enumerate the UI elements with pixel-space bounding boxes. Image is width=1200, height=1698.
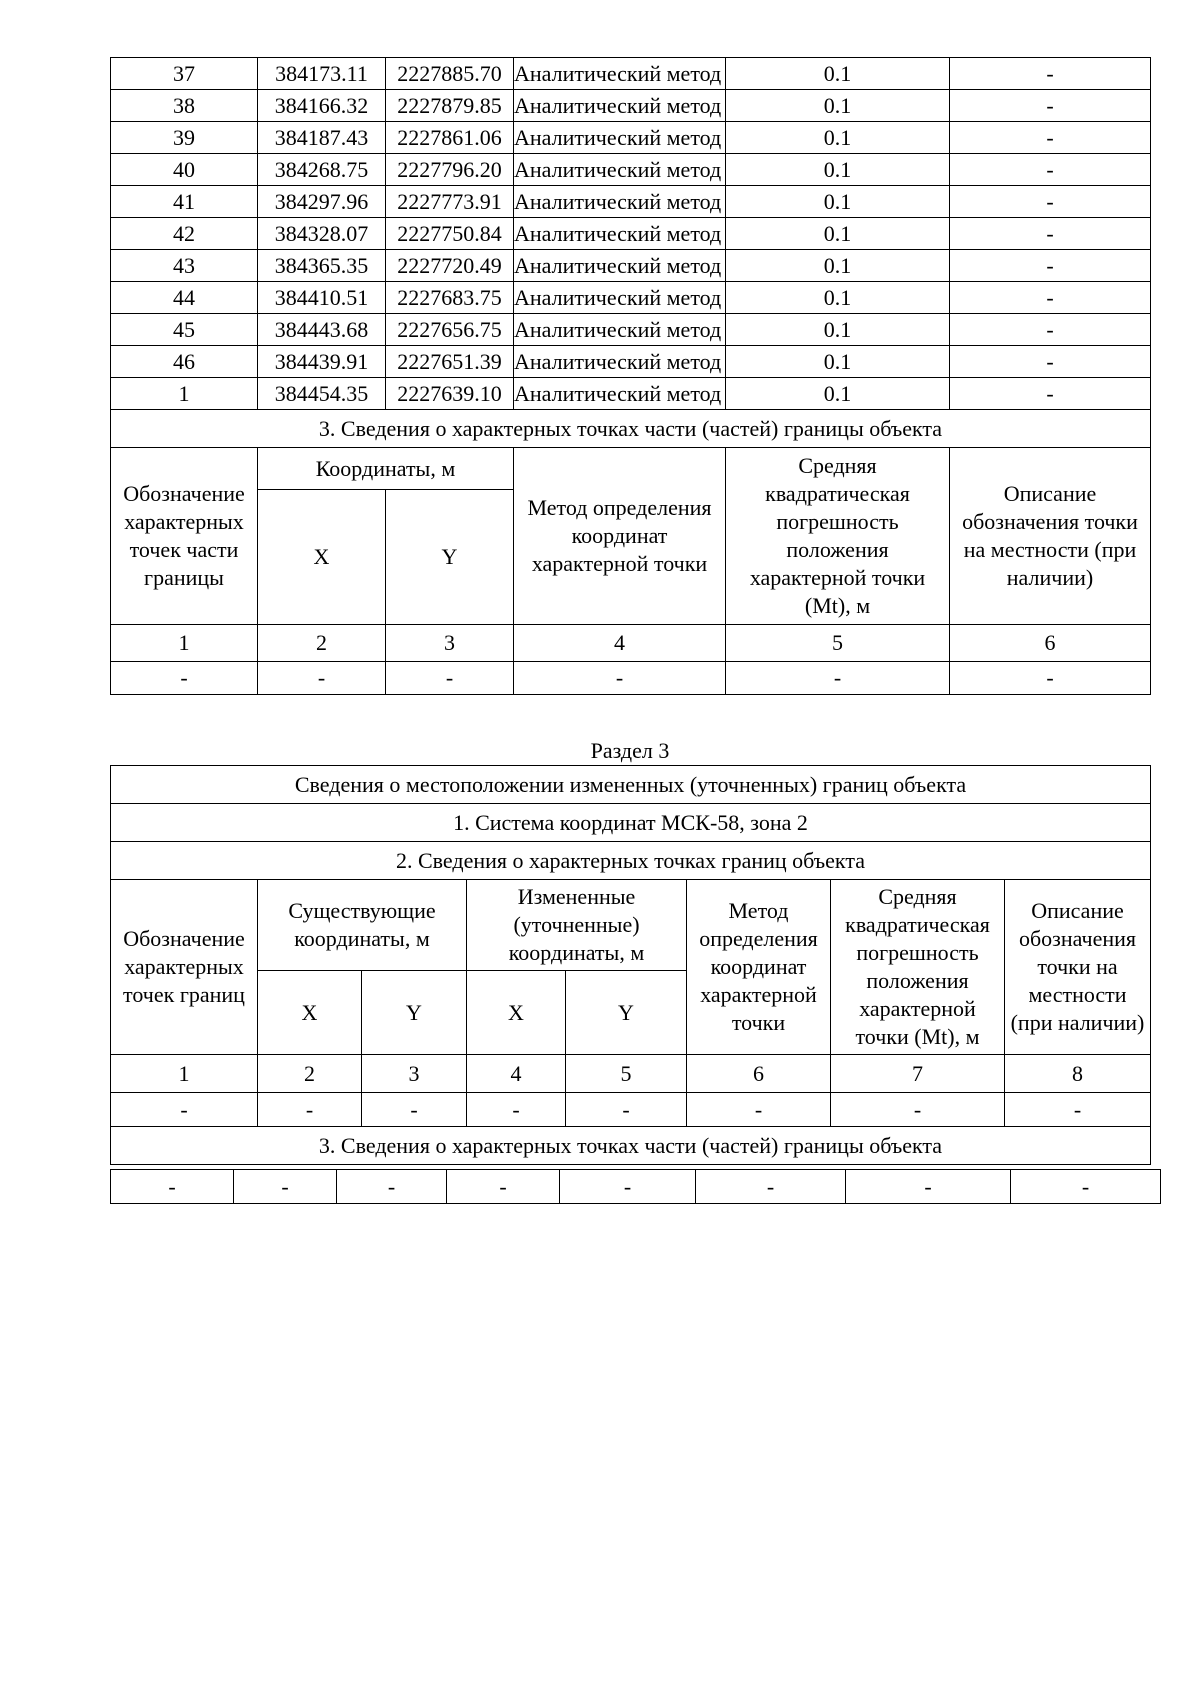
table-row — [111, 282, 1151, 314]
table-row — [111, 250, 1151, 282]
empty-cell: - — [687, 1093, 831, 1127]
coord-x: 384328.07 — [258, 218, 386, 250]
empty-cell: - — [514, 662, 726, 695]
point-number: 43 — [111, 250, 258, 282]
column-number: 3 — [386, 625, 514, 662]
description: - — [950, 154, 1151, 186]
empty-cell: - — [560, 1170, 696, 1204]
column-number: 5 — [726, 625, 950, 662]
empty-cell: - — [362, 1093, 467, 1127]
description: - — [950, 282, 1151, 314]
point-number: 45 — [111, 314, 258, 346]
coordinate-system: 1. Система координат МСК-58, зона 2 — [111, 804, 1151, 842]
point-number: 44 — [111, 282, 258, 314]
coord-y: 2227683.75 — [386, 282, 514, 314]
column-number-row — [111, 625, 1151, 662]
table-row — [111, 314, 1151, 346]
coord-x: 384268.75 — [258, 154, 386, 186]
part-section-title: 3. Сведения о характерных точках части (частей) границы объекта — [111, 1127, 1151, 1165]
header-coordinates: Координаты, м — [258, 448, 514, 490]
header-description: Описание обозначения точки на местности (при наличии) — [1005, 880, 1151, 1055]
description: - — [950, 250, 1151, 282]
method: Аналитический метод — [514, 58, 726, 90]
empty-cell: - — [234, 1170, 337, 1204]
coord-x: 384454.35 — [258, 378, 386, 410]
empty-cell: - — [1005, 1093, 1151, 1127]
mt-value: 0.1 — [726, 122, 950, 154]
header-changed-coords: Измененные (уточненные) координаты, м — [467, 880, 687, 971]
empty-cell: - — [696, 1170, 846, 1204]
table-row — [111, 58, 1151, 90]
coord-y: 2227639.10 — [386, 378, 514, 410]
table-row — [111, 218, 1151, 250]
empty-cell: - — [831, 1093, 1005, 1127]
header-description: Описание обозначения точки на местности (при наличии) — [950, 448, 1151, 625]
mt-value: 0.1 — [726, 314, 950, 346]
empty-cell: - — [258, 662, 386, 695]
point-number: 46 — [111, 346, 258, 378]
method: Аналитический метод — [514, 282, 726, 314]
table-row — [111, 122, 1151, 154]
point-number: 41 — [111, 186, 258, 218]
section-3-heading: Раздел 3 — [590, 738, 670, 763]
header-method: Метод определения координат характерной точки — [687, 880, 831, 1055]
column-number: 2 — [258, 625, 386, 662]
header-error: Средняя квадратическая погрешность положения характерной точки (Mt), м — [831, 880, 1005, 1055]
point-number: 42 — [111, 218, 258, 250]
coord-x: 384166.32 — [258, 90, 386, 122]
table-row — [111, 662, 1151, 695]
coord-y: 2227750.84 — [386, 218, 514, 250]
description: - — [950, 122, 1151, 154]
column-number: 8 — [1005, 1055, 1151, 1093]
empty-cell: - — [258, 1093, 362, 1127]
coordinates-table — [110, 57, 1151, 695]
description: - — [950, 186, 1151, 218]
table-row — [111, 1093, 1151, 1127]
part-section-title: 3. Сведения о характерных точках части (частей) границы объекта — [111, 410, 1151, 448]
header-designation: Обозначение характерных точек части границы — [111, 448, 258, 625]
table-row — [111, 154, 1151, 186]
mt-value: 0.1 — [726, 282, 950, 314]
empty-cell: - — [111, 662, 258, 695]
description: - — [950, 218, 1151, 250]
column-number: 5 — [566, 1055, 687, 1093]
changed-boundaries-table — [110, 765, 1151, 1165]
column-number: 4 — [514, 625, 726, 662]
table-row — [111, 346, 1151, 378]
description: - — [950, 378, 1151, 410]
empty-cell: - — [447, 1170, 560, 1204]
coord-y: 2227885.70 — [386, 58, 514, 90]
mt-value: 0.1 — [726, 346, 950, 378]
method: Аналитический метод — [514, 314, 726, 346]
coord-x: 384365.35 — [258, 250, 386, 282]
header-existing-y: Y — [362, 971, 467, 1055]
coord-y: 2227879.85 — [386, 90, 514, 122]
header-y: Y — [386, 490, 514, 625]
method: Аналитический метод — [514, 218, 726, 250]
header-changed-y: Y — [566, 971, 687, 1055]
header-existing-coords: Существующие координаты, м — [258, 880, 467, 971]
point-number: 1 — [111, 378, 258, 410]
column-number: 6 — [687, 1055, 831, 1093]
column-number: 2 — [258, 1055, 362, 1093]
mt-value: 0.1 — [726, 250, 950, 282]
section-3-title: Сведения о местоположении измененных (уточненных) границ объекта — [111, 766, 1151, 804]
mt-value: 0.1 — [726, 90, 950, 122]
coordinates-table-body — [111, 58, 1151, 695]
method: Аналитический метод — [514, 122, 726, 154]
method: Аналитический метод — [514, 378, 726, 410]
table-row — [111, 186, 1151, 218]
header-method: Метод определения координат характерной точки — [514, 448, 726, 625]
empty-cell: - — [950, 662, 1151, 695]
empty-cell: - — [566, 1093, 687, 1127]
empty-cell: - — [846, 1170, 1011, 1204]
method: Аналитический метод — [514, 186, 726, 218]
table-row — [111, 378, 1151, 410]
coord-x: 384439.91 — [258, 346, 386, 378]
column-number: 3 — [362, 1055, 467, 1093]
empty-cell: - — [1011, 1170, 1161, 1204]
empty-cell: - — [386, 662, 514, 695]
mt-value: 0.1 — [726, 154, 950, 186]
part-points-table — [110, 1169, 1161, 1204]
method: Аналитический метод — [514, 90, 726, 122]
header-changed-x: X — [467, 971, 566, 1055]
coord-y: 2227651.39 — [386, 346, 514, 378]
point-number: 39 — [111, 122, 258, 154]
empty-cell: - — [111, 1093, 258, 1127]
empty-cell: - — [337, 1170, 447, 1204]
coord-y: 2227861.06 — [386, 122, 514, 154]
table-row — [111, 1170, 1161, 1204]
point-number: 38 — [111, 90, 258, 122]
description: - — [950, 314, 1151, 346]
column-number: 7 — [831, 1055, 1005, 1093]
column-number-row — [111, 1055, 1151, 1093]
column-number: 4 — [467, 1055, 566, 1093]
empty-cell: - — [111, 1170, 234, 1204]
coord-y: 2227796.20 — [386, 154, 514, 186]
points-section-title: 2. Сведения о характерных точках границ объекта — [111, 842, 1151, 880]
coord-x: 384297.96 — [258, 186, 386, 218]
description: - — [950, 346, 1151, 378]
coord-y: 2227773.91 — [386, 186, 514, 218]
column-number: 1 — [111, 625, 258, 662]
mt-value: 0.1 — [726, 58, 950, 90]
coord-y: 2227656.75 — [386, 314, 514, 346]
method: Аналитический метод — [514, 346, 726, 378]
coord-x: 384443.68 — [258, 314, 386, 346]
header-x: X — [258, 490, 386, 625]
method: Аналитический метод — [514, 250, 726, 282]
empty-cell: - — [726, 662, 950, 695]
point-number: 40 — [111, 154, 258, 186]
mt-value: 0.1 — [726, 186, 950, 218]
coord-x: 384173.11 — [258, 58, 386, 90]
header-existing-x: X — [258, 971, 362, 1055]
header-designation: Обозначение характерных точек границ — [111, 880, 258, 1055]
point-number: 37 — [111, 58, 258, 90]
column-number: 1 — [111, 1055, 258, 1093]
method: Аналитический метод — [514, 154, 726, 186]
coord-y: 2227720.49 — [386, 250, 514, 282]
mt-value: 0.1 — [726, 218, 950, 250]
coord-x: 384187.43 — [258, 122, 386, 154]
table-row — [111, 90, 1151, 122]
header-error: Средняя квадратическая погрешность положения характерной точки (Mt), м — [726, 448, 950, 625]
description: - — [950, 90, 1151, 122]
coord-x: 384410.51 — [258, 282, 386, 314]
mt-value: 0.1 — [726, 378, 950, 410]
column-number: 6 — [950, 625, 1151, 662]
description: - — [950, 58, 1151, 90]
empty-cell: - — [467, 1093, 566, 1127]
